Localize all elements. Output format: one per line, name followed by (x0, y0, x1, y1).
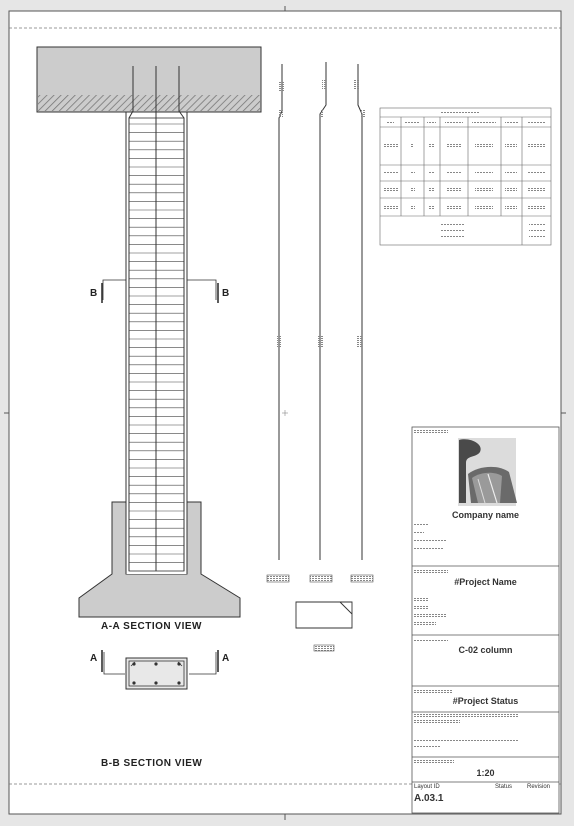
section-aa-title: A-A SECTION VIEW (101, 621, 202, 632)
layout-id: A.03.1 (414, 793, 444, 804)
cut-b-right-letter: B (222, 288, 230, 299)
cut-a-right-letter: A (222, 653, 230, 664)
cut-b-left-letter: B (90, 288, 98, 299)
company-name: Company name (451, 510, 520, 520)
project-status: #Project Status (452, 696, 519, 706)
slab-hatch (38, 95, 260, 111)
drawing-name: C-02 column (458, 645, 513, 655)
company-logo (458, 438, 517, 506)
drawing-scale: 1:20 (476, 768, 495, 778)
status-label: Status (495, 784, 513, 790)
quantity-table (380, 108, 551, 245)
project-name: #Project Name (454, 577, 517, 587)
section-bb-title: B-B SECTION VIEW (101, 758, 203, 769)
revision-label: Revision (527, 784, 551, 790)
layout-id-label: Layout ID (414, 784, 440, 790)
cut-a-left-letter: A (90, 653, 98, 664)
